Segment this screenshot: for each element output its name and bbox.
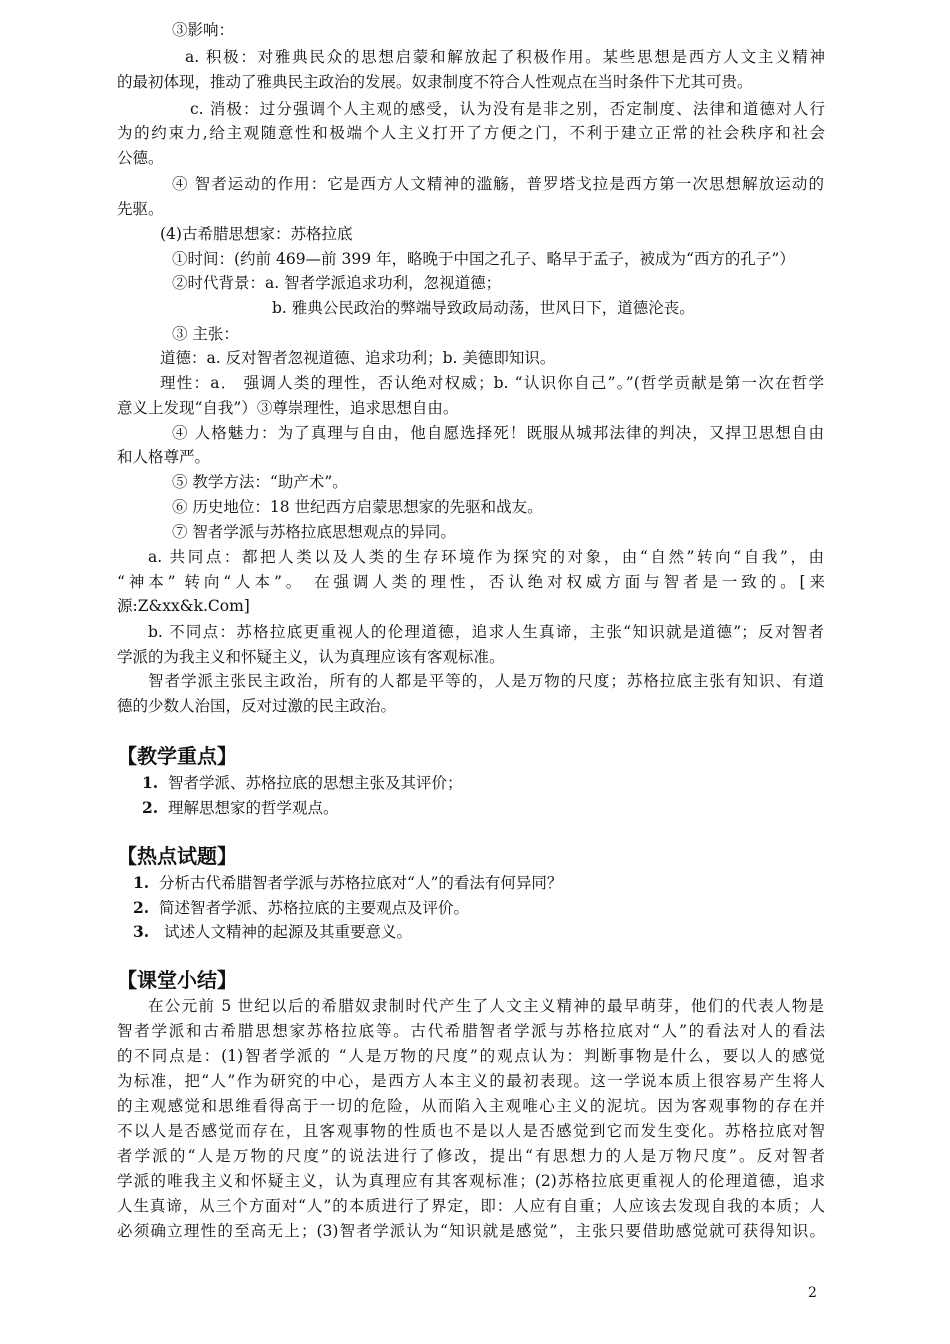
- socrates-politics-line: 德的少数人治国，反对过激的民主政治。: [117, 697, 397, 715]
- socrates-title: (4)古希腊思想家：苏格拉底: [160, 225, 353, 243]
- summary-line: 必须确立理性的至高无上；(3)智者学派认为“知识就是感觉”，主张只要借助感觉就可获得知识。: [117, 1222, 825, 1240]
- socrates-background-b: b. 雅典公民政治的弊端导致政局动荡，世风日下，道德沦丧。: [272, 299, 695, 317]
- summary-line: 智者学派和古希腊思想家苏格拉底等。古代希腊智者学派与苏格拉底对“人”的看法对人的看法: [117, 1022, 825, 1040]
- socrates-morality: 道德：a. 反对智者忽视道德、追求功利；b. 美德即知识。: [160, 349, 556, 367]
- socrates-similar-line: a. 共同点：都把人类以及人类的生存环境作为探究的对象，由“自然”转向“自我”，由: [148, 548, 824, 566]
- socrates-time: ①时间：(约前 469—前 399 年，略晚于中国之孔子、略早于孟子，被成为“西方的孔子”）: [172, 250, 795, 268]
- key-point-item: 1. 智者学派、苏格拉底的思想主张及其评价；: [142, 773, 463, 792]
- socrates-reason-line: 理性：a． 强调人类的理性，否认绝对权威；b. “认识你自己”。”(哲学贡献是第一次在哲学: [160, 374, 824, 392]
- summary-heading: 【课堂小结】: [117, 968, 237, 992]
- socrates-personality-line: ④ 人格魅力：为了真理与自由，他自愿选择死！既服从城邦法律的判决，又捍卫思想自由: [172, 424, 824, 442]
- impact-negative-line: 为的约束力,给主观随意性和极端个人主义打开了方便之门，不利于建立正常的社会秩序和社会: [117, 124, 825, 142]
- socrates-different-line: b. 不同点：苏格拉底更重视人的伦理道德，追求人生真谛，主张“知识就是道德”；反对智者: [148, 623, 824, 641]
- summary-line: 在公元前 5 世纪以后的希腊奴隶制时代产生了人文主义精神的最早萌芽，他们的代表人物是: [148, 997, 824, 1015]
- socrates-background: ②时代背景：a. 智者学派追求功利，忽视道德；: [172, 274, 502, 292]
- socrates-different-line: 学派的为我主义和怀疑主义，认为真理应该有客观标准。: [117, 648, 505, 666]
- hot-topic-item: 2. 简述智者学派、苏格拉底的主要观点及评价。: [133, 898, 470, 917]
- impact-title: ③影响：: [172, 21, 235, 39]
- socrates-personality-line: 和人格尊严。: [117, 448, 211, 466]
- socrates-method: ⑤ 教学方法：“助产术”。: [172, 473, 348, 491]
- summary-line: 不以人是否感觉而存在，且客观事物的性质也不是以人是否感觉到它而发生变化。苏格拉底对智: [117, 1122, 825, 1140]
- socrates-reason-line: 意义上发现“自我”）③尊崇理性，追求思想自由。: [117, 399, 459, 417]
- socrates-similar-line: “神本” 转向“人本”。 在强调人类的理性，否认绝对权威方面与智者是一致的。[来: [117, 573, 825, 591]
- impact-positive-line: 的最初体现，推动了雅典民主政治的发展。奴隶制度不符合人性观点在当时条件下尤其可贵。: [117, 73, 753, 91]
- impact-negative-line: 公德。: [117, 149, 164, 167]
- summary-line: 为标准，把“人”作为研究的中心，是西方人本主义的最初表现。这一学说本质上很容易产生将人: [117, 1072, 825, 1090]
- impact-role-line: ④ 智者运动的作用：它是西方人文精神的滥觞，普罗塔戈拉是西方第一次思想解放运动的: [172, 175, 824, 193]
- impact-negative-line: c. 消极：过分强调个人主观的感受，认为没有是非之别，否定制度、法律和道德对人行: [190, 100, 825, 118]
- page-number: 2: [808, 1285, 817, 1301]
- hot-topic-item: 1. 分析古代希腊智者学派与苏格拉底对“人”的看法有何异同？: [133, 873, 563, 892]
- summary-line: 人生真谛，从三个方面对“人”的本质进行了界定，即：人应有自重；人应该去发现自我的本质；人: [117, 1197, 825, 1215]
- summary-line: 学派的唯我主义和怀疑主义，认为真理应有其客观标准；(2)苏格拉底更重视人的伦理道德，追求: [117, 1172, 825, 1190]
- socrates-compare-title: ⑦ 智者学派与苏格拉底思想观点的异同。: [172, 523, 456, 541]
- summary-line: 者学派的“人是万物的尺度”的说法进行了修改，提出“有思想力的人是万物尺度”。反对智者: [117, 1147, 825, 1165]
- impact-role-line: 先驱。: [117, 200, 164, 218]
- socrates-claims-title: ③ 主张：: [172, 325, 239, 343]
- summary-line: 的不同点是：(1)智者学派的 “人是万物的尺度”的观点认为：判断事物是什么，要以人的感觉: [117, 1047, 825, 1065]
- socrates-similar-line: 源:Z&xx&k.Com]: [117, 597, 250, 615]
- impact-positive-line: a. 积极：对雅典民众的思想启蒙和解放起了积极作用。某些思想是西方人文主义精神: [185, 48, 825, 66]
- socrates-politics-line: 智者学派主张民主政治，所有的人都是平等的，人是万物的尺度；苏格拉底主张有知识、有道: [148, 672, 824, 690]
- summary-line: 的主观感觉和思维看得高于一切的危险，从而陷入主观唯心主义的泥坑。因为客观事物的存在并: [117, 1097, 825, 1115]
- hot-topics-heading: 【热点试题】: [117, 844, 237, 868]
- key-point-item: 2. 理解思想家的哲学观点。: [142, 798, 339, 817]
- socrates-status: ⑥ 历史地位：18 世纪西方启蒙思想家的先驱和战友。: [172, 498, 543, 516]
- key-points-heading: 【教学重点】: [117, 744, 237, 768]
- hot-topic-item: 3. 试述人文精神的起源及其重要意义。: [133, 922, 412, 941]
